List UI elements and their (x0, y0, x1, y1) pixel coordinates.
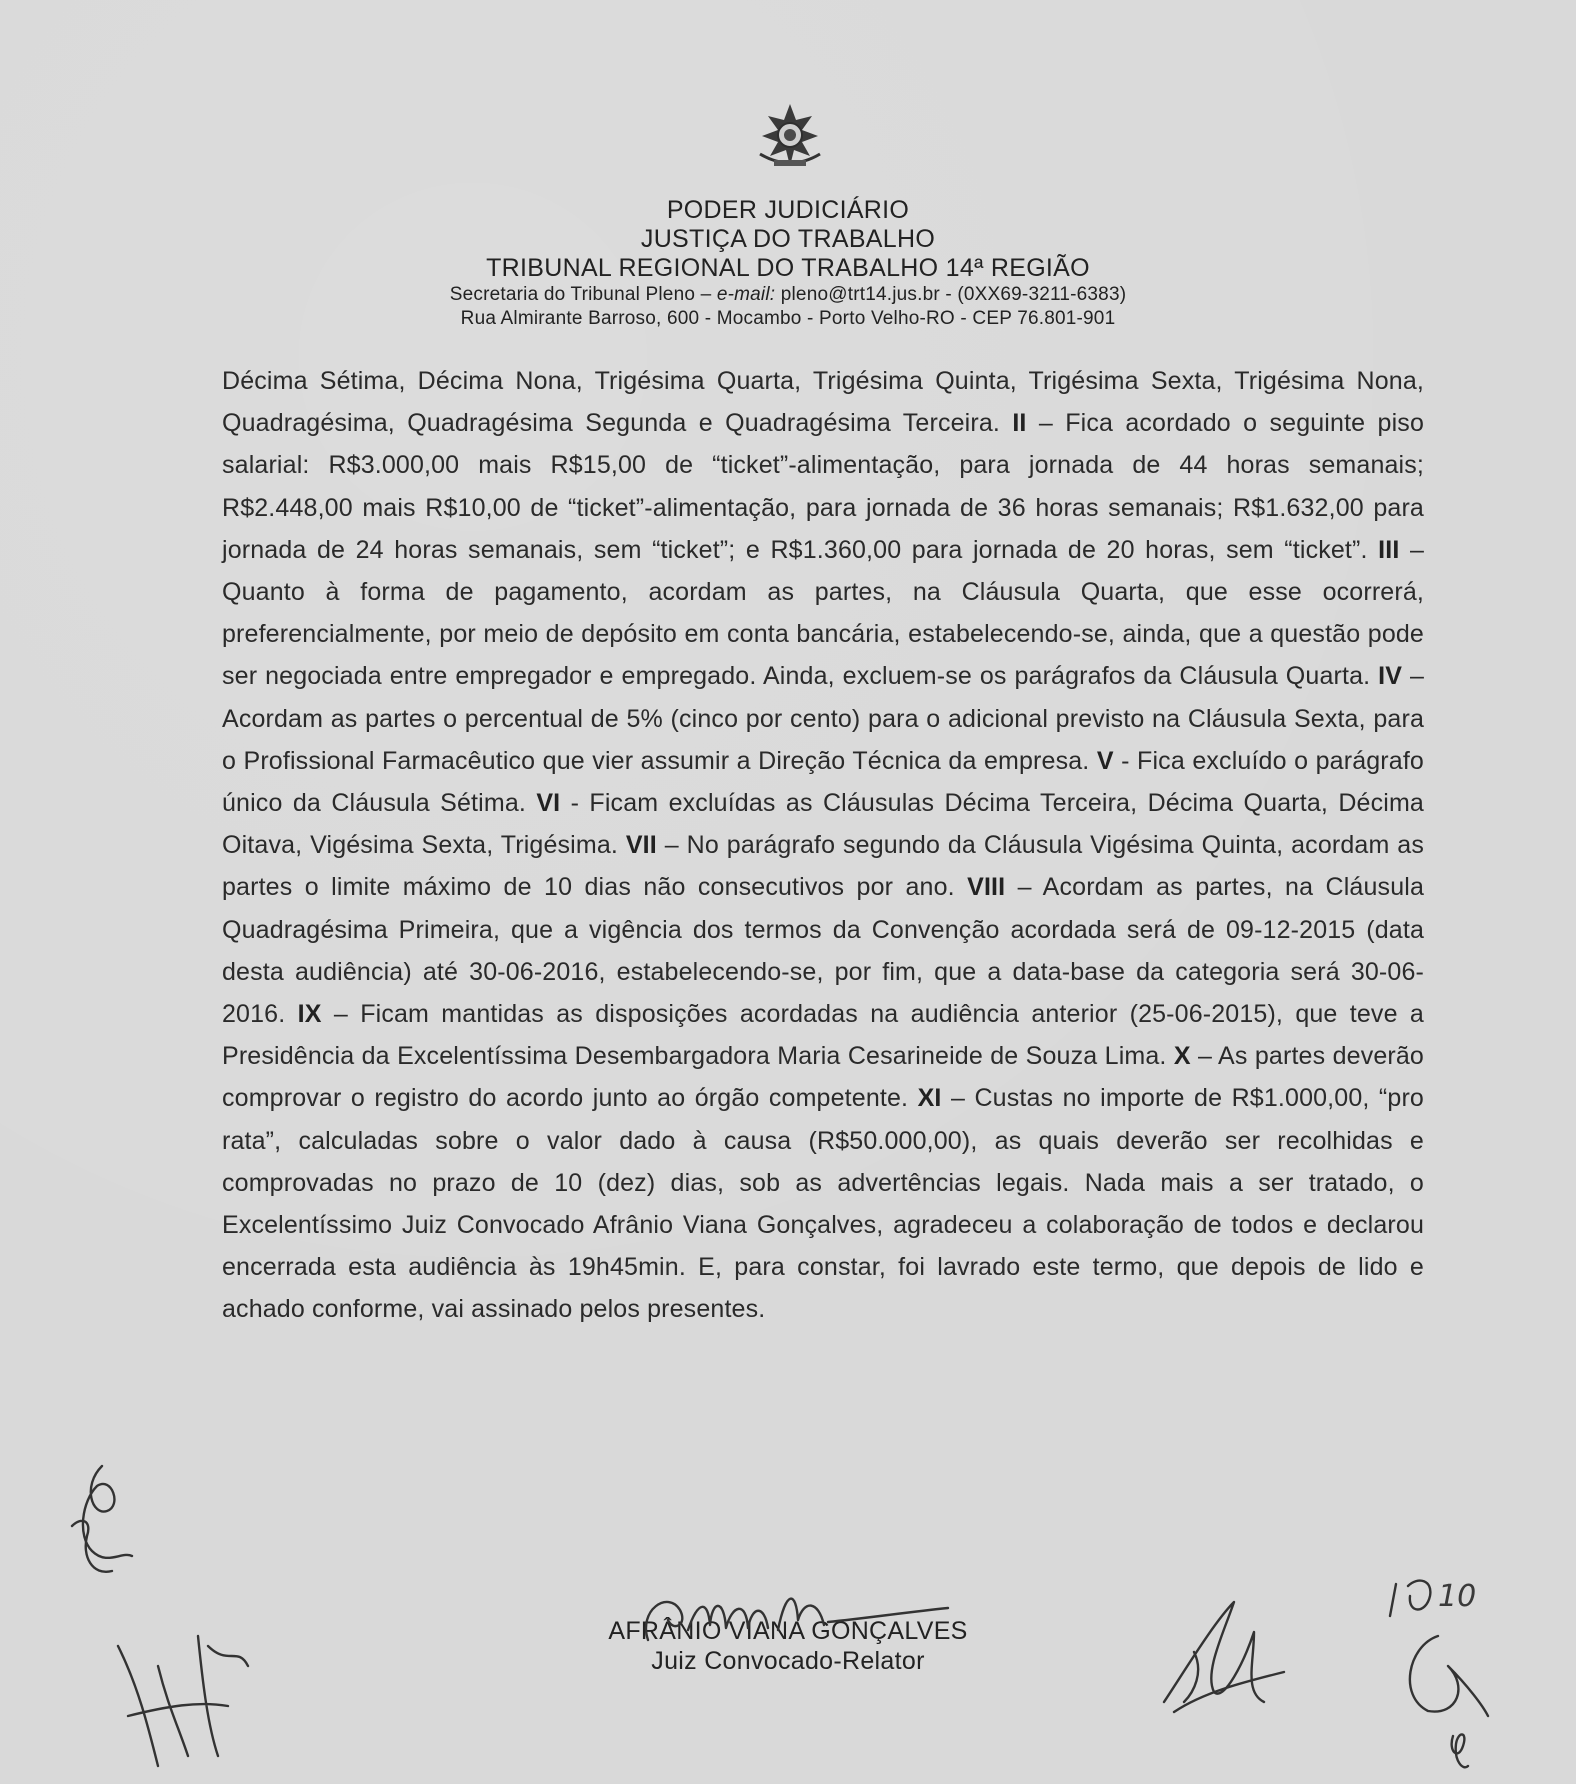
body-paragraph: – As partes deverão comprovar o registro do acordo junto ao órgão competente. (222, 1042, 1424, 1113)
body-paragraph: Décima Sétima, Décima Nona, Trigésima Quarta, Trigésima Quinta, Trigésima Sexta, Trigésima Nona, Quadragésima, Quadragésima Segunda e Quadragésima Terceira. (222, 367, 1424, 438)
body-paragraph: - Fica excluído o parágrafo único da Cláusula Sétima. (222, 746, 1424, 818)
coat-of-arms-emblem (752, 102, 828, 170)
body-paragraph: – Acordam as partes o percentual de 5% (cinco por cento) para o adicional previsto na Cláusula Sexta, para o Profissional Farmacêutico que vier assumir a Direção Técnica da empresa. (222, 662, 1425, 775)
document-header (0, 196, 1576, 331)
body-paragraph: - Ficam excluídas as Cláusulas Décima Terceira, Décima Quarta, Décima Oitava, Vigésima Sexta, Trigésima. (222, 789, 1424, 860)
signatory-name: AFRÂNIO VIANA GONÇALVES (608, 1617, 968, 1645)
header-address-line: Rua Almirante Barroso, 600 - Mocambo - Porto Velho-RO - CEP 76.801-901 (460, 308, 1116, 329)
clause-number: X (1173, 1042, 1191, 1071)
bottom-right-signature-scribble (1154, 1592, 1294, 1722)
handwritten-page-number (1378, 1566, 1498, 1776)
body-paragraph: – Acordam as partes, na Cláusula Quadragésima Primeira, que a vigência dos termos da Convenção acordada será de 09-12-2015 (data desta audiência) até 30-06-2016, estabelecendo-se, por fim, que a data-base da categoria será 30-06-2016. (222, 873, 1425, 1029)
body-paragraph: – No parágrafo segundo da Cláusula Vigésima Quinta, acordam as partes o limite máximo de 10 dias não consecutivos por ano. (222, 831, 1424, 902)
header-contact-suffix: pleno@trt14.jus.br - (0XX69-3211-6383) (775, 284, 1127, 305)
body-paragraph: – Quanto à forma de pagamento, acordam as partes, na Cláusula Quarta, que esse ocorrerá, preferencialmente, por meio de depósito em conta bancária, estabelecendo-se, ainda, que a questão pode ser negociada entre empregador e empregado. Ainda, excluem-se os parágrafos da Cláusula Quarta. (222, 535, 1425, 691)
page-number-text: 10 (1438, 1579, 1477, 1614)
signatory-role: Juiz Convocado-Relator (651, 1647, 925, 1675)
clause-number: IX (297, 1000, 322, 1029)
clause-number: II (1012, 409, 1027, 438)
document-body (222, 360, 1424, 1331)
clause-number: VI (536, 789, 561, 818)
clause-number: VIII (967, 873, 1006, 902)
header-line-3: TRIBUNAL REGIONAL DO TRABALHO 14ª REGIÃO (486, 254, 1090, 282)
body-paragraph: – Fica acordado o seguinte piso salarial: R$3.000,00 mais R$15,00 de “ticket”-alimentação, para jornada de 44 horas semanais; R$2.448,00 mais R$10,00 de “ticket”-alimentação, para jornada de 36 horas semanais; R$1.632,00 para jornada de 24 horas semanais, sem “ticket”; e R$1.360,00 para jornada de 20 horas, sem “ticket”. (222, 409, 1424, 564)
clause-number: III (1378, 535, 1400, 564)
judge-signature-scribble (628, 1570, 958, 1650)
header-contact-prefix: Secretaria do Tribunal Pleno – (449, 284, 717, 305)
clause-number: VII (625, 831, 657, 860)
header-line-1: PODER JUDICIÁRIO (666, 196, 910, 224)
header-contact-line (0, 283, 1576, 307)
body-paragraph: – Custas no importe de R$1.000,00, “pro rata”, calculadas sobre o valor dado à causa (R$50.000,00), as quais deverão ser recolhidas e comprovadas no prazo de 10 (dez) dias, sob as advertências legais. Nada mais a ser tratado, o Excelentíssimo Juiz Convocado Afrânio Viana Gonçalves, agradeceu a colaboração de todos e declarou encerrada esta audiência às 19h45min. E, para constar, foi lavrado este termo, que depois de lido e achado conforme, vai assinado pelos presentes. (222, 1084, 1424, 1324)
header-email-label: e-mail: (716, 284, 776, 305)
header-line-2: JUSTIÇA DO TRABALHO (640, 225, 936, 253)
margin-initials-scribble (62, 1456, 142, 1586)
clause-number: IV (1378, 662, 1403, 691)
clause-number: XI (917, 1084, 942, 1113)
bottom-left-signature-scribble (108, 1606, 268, 1776)
body-paragraph: – Ficam mantidas as disposições acordadas na audiência anterior (25-06-2015), que teve a Presidência da Excelentíssima Desembargadora Maria Cesarineide de Souza Lima. (222, 1000, 1424, 1071)
clause-number: V (1096, 746, 1114, 775)
